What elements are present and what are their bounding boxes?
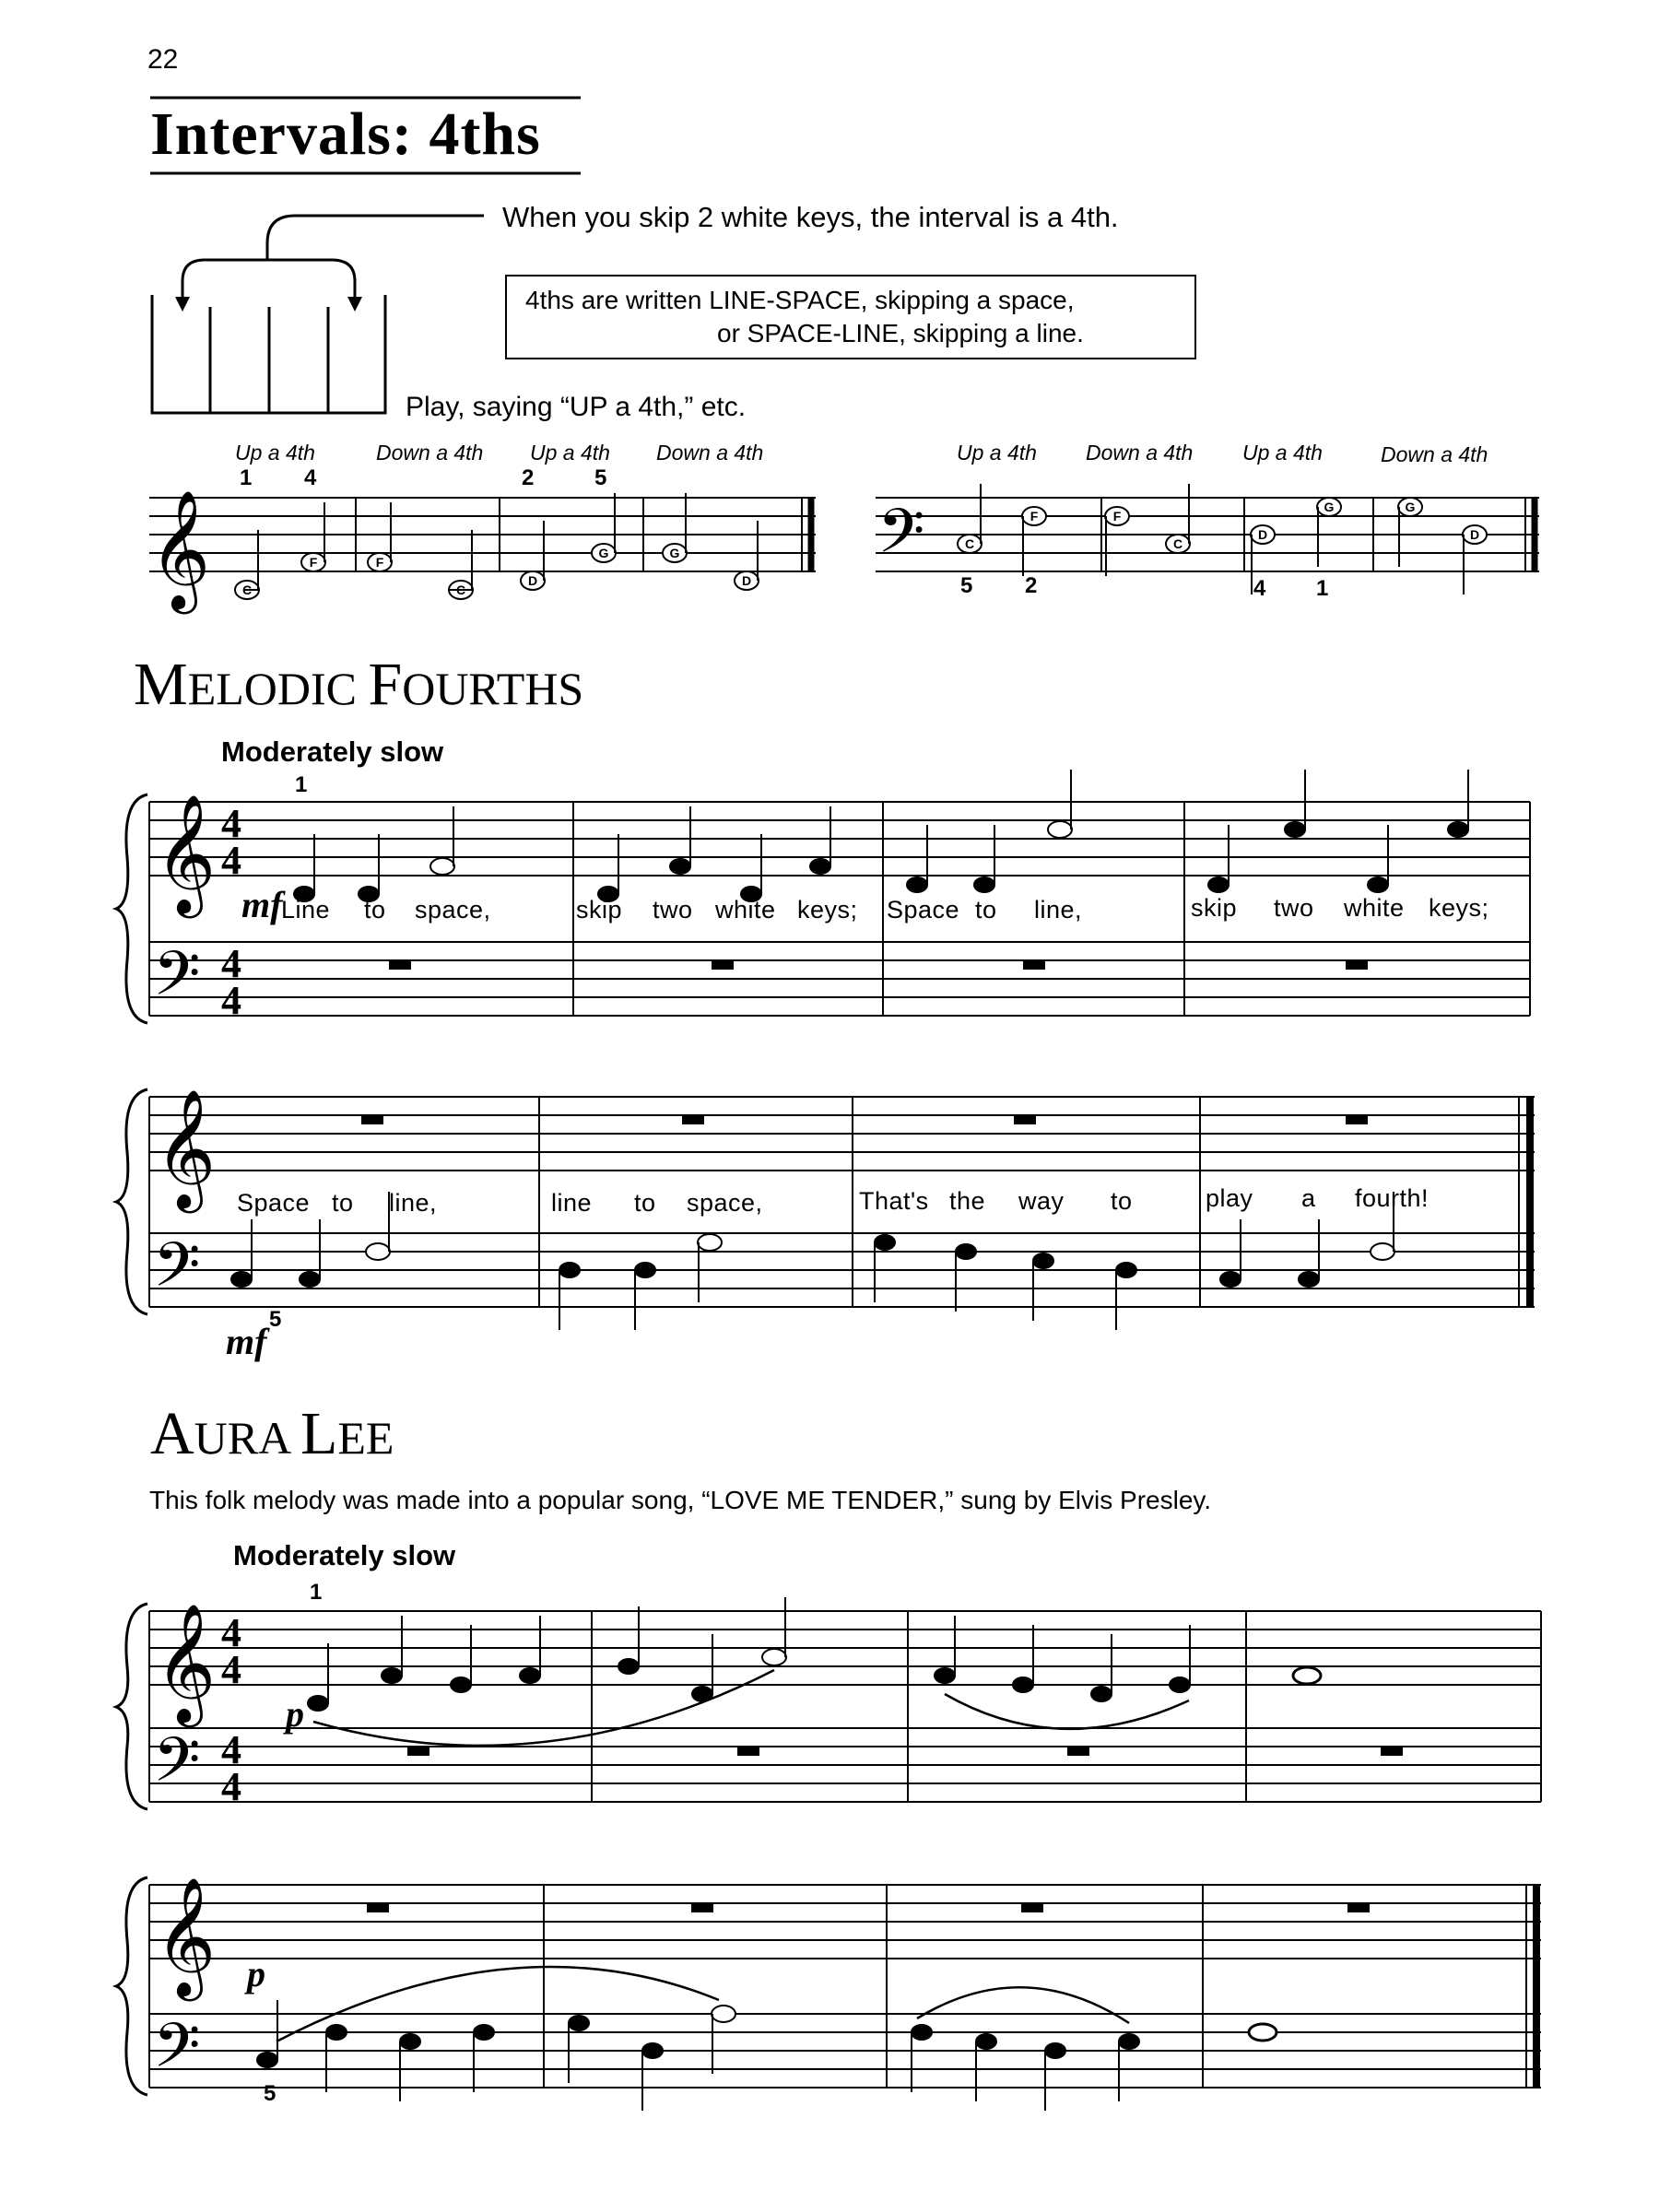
svg-text:𝄞: 𝄞 <box>155 1877 217 1996</box>
svg-text:C: C <box>455 582 466 597</box>
rule-box <box>505 275 1196 359</box>
svg-text:4: 4 <box>221 801 241 846</box>
finger-number: 5 <box>594 465 607 490</box>
lyric: line <box>551 1189 593 1217</box>
intro-skip-text: When you skip 2 white keys, the interval is a 4th. <box>502 201 1119 233</box>
lyric: That's <box>859 1187 929 1215</box>
section-title-aura-lee: AURA LEE <box>150 1400 394 1467</box>
svg-text:F: F <box>309 555 318 570</box>
lyric: a <box>1301 1184 1316 1212</box>
grand-staff-2 <box>116 1089 1535 1314</box>
aura-lee-description: This folk melody was made into a popular song, “LOVE ME TENDER,” sung by Elvis Presley. <box>149 1486 1212 1514</box>
svg-text:4: 4 <box>221 838 241 883</box>
finger-number: 5 <box>264 2081 276 2106</box>
dynamic-marking: p <box>286 1693 304 1735</box>
direction-label: Up a 4th <box>1242 441 1323 465</box>
lyric: play <box>1206 1184 1253 1212</box>
svg-text:𝄞: 𝄞 <box>155 794 217 913</box>
section-title-melodic-fourths: MELODIC FOURTHS <box>134 651 584 718</box>
svg-text:C: C <box>964 536 975 551</box>
lyric: Line <box>281 896 331 924</box>
svg-text:D: D <box>1257 527 1268 542</box>
svg-text:4: 4 <box>221 1727 241 1772</box>
direction-label: Down a 4th <box>656 441 764 465</box>
lyric: skip <box>1191 894 1238 922</box>
dynamic-marking: mf <box>226 1321 267 1362</box>
svg-text:D: D <box>527 573 538 588</box>
lyric: to <box>975 896 997 924</box>
svg-text:F: F <box>1030 509 1039 524</box>
keyboard-diagram <box>152 216 484 413</box>
lyric: Space <box>237 1189 311 1217</box>
lyric: keys; <box>797 896 858 924</box>
time-signatures <box>221 801 241 1809</box>
svg-text:𝄢: 𝄢 <box>153 1724 201 1810</box>
svg-text:𝄞: 𝄞 <box>155 1603 217 1723</box>
lyric: the <box>949 1187 986 1215</box>
finger-number: 4 <box>304 465 317 490</box>
svg-text:𝄢: 𝄢 <box>877 496 925 582</box>
finger-number: 1 <box>1316 576 1329 601</box>
svg-text:𝄞: 𝄞 <box>155 1088 217 1208</box>
rule-line-2: or SPACE-LINE, skipping a line. <box>717 319 1084 347</box>
svg-text:4: 4 <box>221 1610 241 1655</box>
svg-text:4: 4 <box>221 1764 241 1809</box>
direction-label: Down a 4th <box>1086 441 1194 465</box>
grand-staff-3 <box>116 1604 1541 1809</box>
tempo-marking: Moderately slow <box>233 1539 456 1571</box>
svg-text:G: G <box>598 546 609 560</box>
notes <box>231 484 1487 2111</box>
svg-text:G: G <box>1324 500 1335 514</box>
clefs <box>149 489 924 2096</box>
svg-text:G: G <box>1405 500 1416 514</box>
direction-label: Up a 4th <box>530 441 610 465</box>
lyric: space, <box>415 896 491 924</box>
grand-staff-4 <box>116 1877 1541 2095</box>
svg-text:D: D <box>741 573 752 588</box>
direction-label: Up a 4th <box>235 441 315 465</box>
rule-line-1: 4ths are written LINE-SPACE, skipping a space, <box>525 286 1075 314</box>
note-letters <box>242 500 1479 597</box>
finger-number: 5 <box>269 1307 282 1332</box>
svg-text:F: F <box>375 555 384 570</box>
dynamic-marking: p <box>247 1953 265 1994</box>
lyric: two <box>653 896 693 924</box>
svg-text:𝄢: 𝄢 <box>153 1230 201 1315</box>
direction-label: Up a 4th <box>957 441 1037 465</box>
tempo-marking: Moderately slow <box>221 735 444 768</box>
svg-text:4: 4 <box>221 978 241 1023</box>
svg-text:4: 4 <box>221 1647 241 1692</box>
lyric: line, <box>389 1189 438 1217</box>
play-instruction: Play, saying “UP a 4th,” etc. <box>406 392 747 422</box>
lyric: white <box>715 896 776 924</box>
finger-number: 2 <box>1025 573 1038 598</box>
lyric: skip <box>576 896 623 924</box>
finger-number: 4 <box>1253 576 1266 601</box>
lyric: to <box>332 1189 354 1217</box>
finger-number: 1 <box>240 465 253 490</box>
page-title: Intervals: 4ths <box>150 100 541 168</box>
finger-number: 5 <box>960 573 973 598</box>
finger-number: 2 <box>522 465 535 490</box>
direction-label: Down a 4th <box>376 441 484 465</box>
lyric: white <box>1344 894 1405 922</box>
svg-text:4: 4 <box>221 941 241 986</box>
svg-text:𝄢: 𝄢 <box>153 938 201 1024</box>
lyric: space, <box>687 1189 763 1217</box>
lyric: Space <box>887 896 960 924</box>
lyric: to <box>634 1189 656 1217</box>
lyric: way <box>1018 1187 1065 1215</box>
svg-text:D: D <box>1469 527 1480 542</box>
lyric: keys; <box>1429 894 1489 922</box>
svg-text:C: C <box>241 582 253 597</box>
lyric: line, <box>1034 896 1083 924</box>
svg-text:𝄞: 𝄞 <box>149 489 211 609</box>
lyric: two <box>1274 894 1314 922</box>
svg-text:G: G <box>669 546 680 560</box>
svg-text:C: C <box>1172 536 1183 551</box>
svg-text:F: F <box>1112 509 1122 524</box>
direction-label: Down a 4th <box>1381 442 1488 466</box>
page-number: 22 <box>147 44 179 75</box>
dynamic-marking: mf <box>241 884 283 925</box>
lyric: to <box>364 896 386 924</box>
lyric: fourth! <box>1355 1184 1430 1212</box>
finger-number: 1 <box>295 772 308 797</box>
svg-text:𝄢: 𝄢 <box>153 2010 201 2096</box>
lyric: to <box>1111 1187 1133 1215</box>
finger-number: 1 <box>310 1580 323 1605</box>
